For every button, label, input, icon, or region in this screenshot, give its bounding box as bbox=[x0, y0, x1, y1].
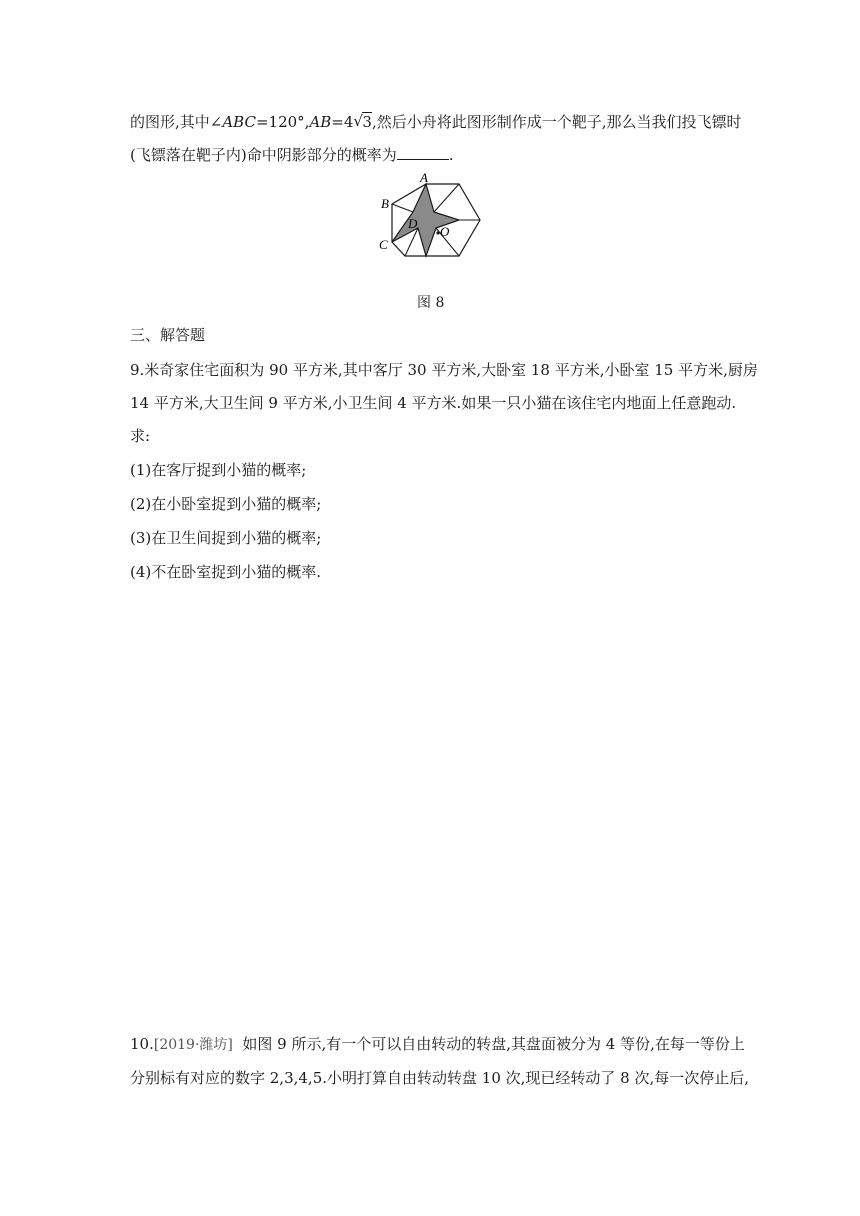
label-o: O bbox=[440, 224, 450, 239]
q10-number: 10. bbox=[130, 1035, 154, 1053]
q8-line-1 bbox=[130, 112, 742, 132]
q8-line1-prefix: 的图形,其中∠ bbox=[130, 113, 223, 131]
q9-line-3: 求: bbox=[130, 427, 151, 445]
label-d: D bbox=[408, 216, 418, 231]
answer-blank[interactable] bbox=[397, 145, 449, 160]
q10-line-1 bbox=[130, 1034, 745, 1055]
q8-line2-end: . bbox=[448, 146, 454, 164]
label-b: B bbox=[381, 196, 389, 211]
q8-line1-suffix: ,然后小舟将此图形制作成一个靶子,那么当我们投飞镖时 bbox=[371, 113, 742, 131]
q9-item-3: (3)在卫生间捉到小猫的概率; bbox=[130, 529, 322, 547]
q8-line-2 bbox=[130, 145, 454, 165]
segment-name: AB bbox=[309, 113, 332, 131]
q10-line1-text: 如图 9 所示,有一个可以自由转动的转盘,其盘面被分为 4 等份,在每一等份上 bbox=[232, 1035, 745, 1053]
section-title: 三、解答题 bbox=[130, 326, 206, 344]
q9-line-1: 9.米奇家住宅面积为 90 平方米,其中客厅 30 平方米,大卧室 18 平方米,小卧室 15 平方米,厨房 bbox=[130, 361, 758, 379]
q10-line-2: 分别标有对应的数字 2,3,4,5.小明打算自由转动转盘 10 次,现已经转动了 8 次,每一次停止后, bbox=[130, 1069, 750, 1087]
segment-eq: =4 bbox=[331, 113, 354, 131]
q9-item-2: (2)在小卧室捉到小猫的概率; bbox=[130, 495, 322, 513]
q8-line2-text: (飞镖落在靶子内)命中阴影部分的概率为 bbox=[130, 146, 397, 164]
figure-8-caption: 图 8 bbox=[417, 295, 445, 311]
q10-source: [2019·潍坊] bbox=[153, 1037, 233, 1053]
q9-item-4: (4)不在卧室捉到小猫的概率. bbox=[130, 563, 322, 581]
sqrt-symbol: √ bbox=[353, 112, 363, 130]
radicand: 3 bbox=[362, 113, 372, 131]
angle-name: ABC bbox=[222, 113, 256, 131]
q9-item-1: (1)在客厅捉到小猫的概率; bbox=[130, 461, 307, 479]
label-c: C bbox=[379, 237, 388, 252]
angle-value: =120°, bbox=[255, 113, 310, 131]
rhombus-edges-right bbox=[434, 184, 459, 212]
figure-8-diagram bbox=[372, 170, 492, 282]
label-a: A bbox=[420, 170, 428, 185]
q9-line-2: 14 平方米,大卫生间 9 平方米,小卫生间 4 平方米.如果一只小猫在该住宅内地面上任意跑动. bbox=[130, 394, 737, 412]
sqrt-expression bbox=[353, 113, 372, 131]
rhombus-edges-left bbox=[392, 204, 413, 212]
